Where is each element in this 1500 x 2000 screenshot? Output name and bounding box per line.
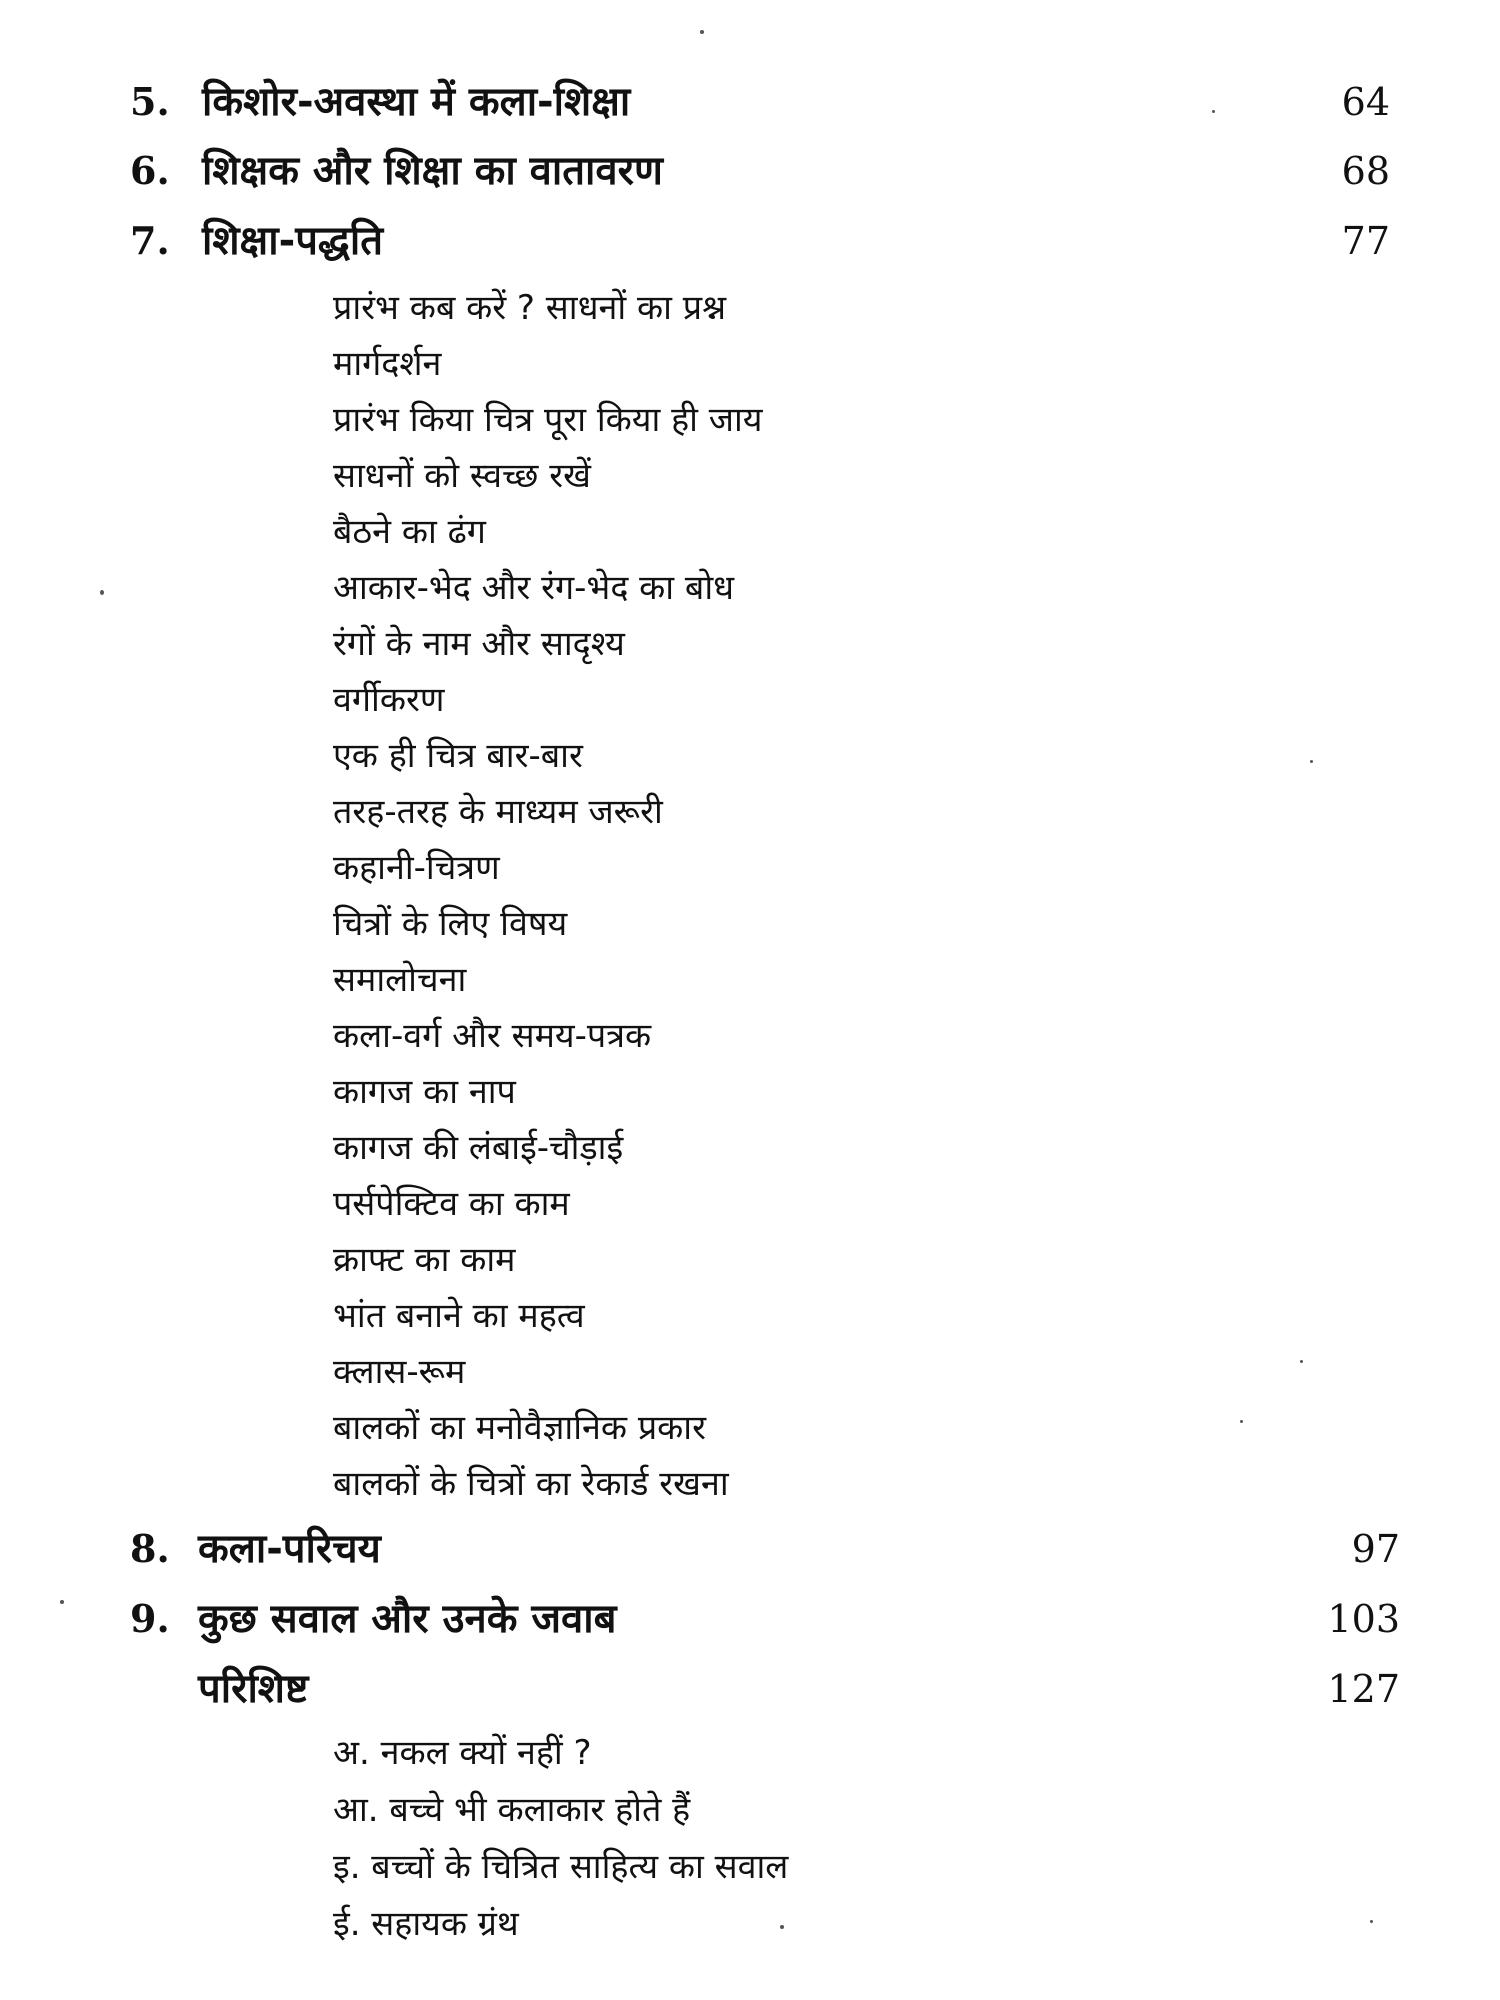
chapter-title: शिक्षा-पद्धति [202, 218, 384, 264]
toc-subitem: साधनों को स्वच्छ रखें [333, 456, 591, 496]
scan-speck [700, 30, 704, 34]
toc-chapter-7 [130, 206, 1390, 276]
scan-speck [1310, 760, 1313, 763]
toc-chapter-6 [130, 136, 1390, 206]
toc-appendix [130, 1654, 1400, 1724]
toc-subitem: कागज का नाप [333, 1072, 516, 1112]
toc-subitem: रंगों के नाम और सादृश्य [333, 624, 625, 664]
toc-subitem: भांत बनाने का महत्व [333, 1296, 585, 1336]
toc-subitem: समालोचना [333, 960, 467, 1000]
toc-appendix-item: इ. बच्चों के चित्रित साहित्य का सवाल [333, 1847, 789, 1887]
chapter-title: किशोर-अवस्था में कला-शिक्षा [202, 79, 631, 125]
chapter-number: 7. [130, 218, 170, 263]
toc-subitem: प्रारंभ किया चित्र पूरा किया ही जाय [333, 400, 763, 440]
toc-subitem: प्रारंभ कब करें ? साधनों का प्रश्न [333, 288, 727, 328]
chapter-number: 5. [130, 79, 170, 124]
chapter-page-number: 77 [1341, 219, 1390, 263]
chapter-title: शिक्षक और शिक्षा का वातावरण [202, 148, 663, 194]
scan-speck [1370, 1920, 1373, 1923]
toc-chapter-9 [130, 1584, 1400, 1654]
toc-subitem: मार्गदर्शन [333, 344, 442, 384]
chapter-page-number: 97 [1351, 1527, 1400, 1571]
toc-chapter-5 [130, 67, 1390, 137]
appendix-page-number: 127 [1327, 1667, 1400, 1711]
scan-speck [60, 1600, 64, 1604]
scan-speck [780, 1925, 784, 1929]
scan-speck [1240, 1420, 1243, 1423]
toc-subitem: कागज की लंबाई-चौड़ाई [333, 1128, 624, 1168]
chapter-page-number: 68 [1341, 149, 1390, 193]
chapter-title: कुछ सवाल और उनके जवाब [198, 1596, 617, 1642]
toc-subitem: वर्गीकरण [333, 680, 445, 720]
toc-subitem: कहानी-चित्रण [333, 848, 500, 888]
toc-appendix-item: ई. सहायक ग्रंथ [333, 1904, 519, 1944]
toc-chapter-8 [130, 1514, 1400, 1584]
toc-subitem: चित्रों के लिए विषय [333, 904, 568, 944]
toc-subitem: क्राफ्ट का काम [333, 1240, 516, 1280]
toc-appendix-item: आ. बच्चे भी कलाकार होते हैं [333, 1790, 691, 1830]
toc-subitem: क्लास-रूम [333, 1352, 466, 1392]
chapter-number: 8. [130, 1526, 170, 1571]
scan-speck [100, 590, 104, 595]
chapter-number: 6. [130, 148, 170, 193]
toc-subitem: आकार-भेद और रंग-भेद का बोध [333, 568, 735, 608]
toc-subitem: एक ही चित्र बार-बार [333, 736, 583, 776]
toc-subitem: तरह-तरह के माध्यम जरूरी [333, 792, 663, 832]
chapter-page-number: 103 [1327, 1597, 1400, 1641]
toc-subitem: बालकों के चित्रों का रेकार्ड रखना [333, 1464, 729, 1504]
chapter-page-number: 64 [1341, 80, 1390, 124]
toc-subitem: कला-वर्ग और समय-पत्रक [333, 1016, 652, 1056]
scan-speck [1212, 110, 1215, 113]
toc-appendix-item: अ. नकल क्यों नहीं ? [333, 1733, 592, 1773]
appendix-title: परिशिष्ट [198, 1666, 309, 1712]
toc-subitem: बैठने का ढंग [333, 512, 486, 552]
toc-subitem: पर्सपेक्टिव का काम [333, 1184, 570, 1224]
toc-subitem: बालकों का मनोवैज्ञानिक प्रकार [333, 1408, 707, 1448]
chapter-number: 9. [130, 1596, 170, 1641]
chapter-title: कला-परिचय [198, 1526, 381, 1572]
scan-speck [1300, 1360, 1303, 1363]
